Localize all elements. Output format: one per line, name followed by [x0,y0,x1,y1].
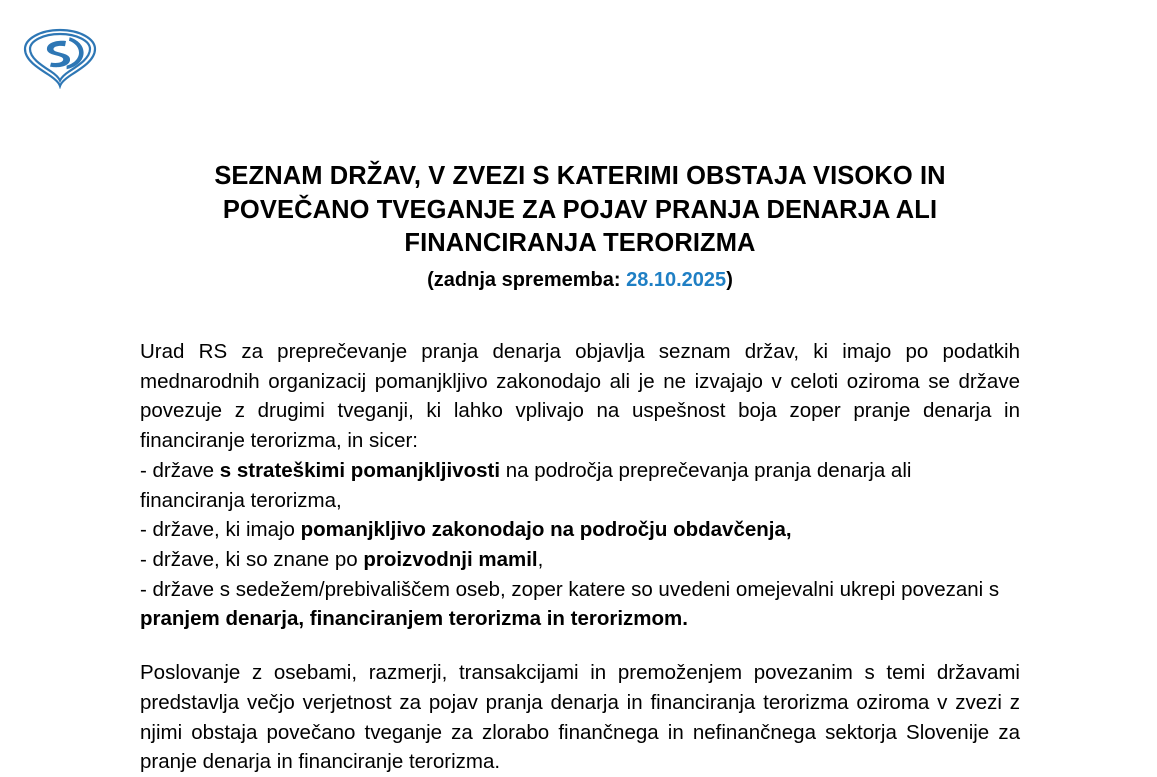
list-item-text-pre: - države, ki imajo [140,518,301,542]
closing-paragraph: Poslovanje z osebami, razmerji, transakcijami in premoženjem povezanim s temi državami predstavlja večjo verjetnost za pojav pranja denarja in financiranja terorizma oziroma v zvezi z njimi obstaja povečano tveganje za zlorabo finančnega in nefinančnega sektorja Slovenije za pranje denarja in financiranje terorizma. [140,661,1020,774]
subtitle-prefix: (zadnja sprememba: [427,268,627,291]
list-item-text-bold: s strateškimi pomanjkljivosti [219,458,501,482]
list-item [140,456,1020,515]
subtitle-suffix: ) [726,268,733,291]
list-item-text-post: na področja preprečevanja pranja denarja ali financiranja terorizma, [140,458,912,512]
list-item-text-post: , [537,548,544,572]
list-item-text-bold: pranjem denarja, financiranjem terorizma in terorizmom. [140,607,688,631]
organization-logo-icon [22,27,98,89]
last-change-date: 28.10.2025 [626,268,727,291]
list-item-text-pre: - države s sedežem/prebivališčem oseb, zoper katere so uvedeni omejevalni ukrepi povezani s [140,577,1000,601]
list-item-text-pre: - države [140,458,220,482]
title-block [140,160,1020,292]
list-item [140,515,1020,545]
list-item-text-bold: proizvodnji mamil [363,548,538,572]
page-title: SEZNAM DRŽAV, V ZVEZI S KATERIMI OBSTAJA VISOKO IN POVEČANO TVEGANJE ZA POJAV PRANJA DENARJA ALI FINANCIRANJA TERORIZMA [214,162,946,258]
list-item [140,545,1020,575]
intro-paragraph: Urad RS za preprečevanje pranja denarja objavlja seznam držav, ki imajo po podatkih mednarodnih organizacij pomanjkljivo zakonodajo ali je ne izvajajo v celoti oziroma se države povezuje z drugimi tveganji, ki lahko vplivajo na uspešnost boja zoper pranje denarja in financiranje terorizma, in sicer: [140,340,1020,453]
list-item-text-pre: - države, ki so znane po [140,548,364,572]
list-item [140,575,1020,634]
list-item-text-bold: pomanjkljivo zakonodajo na področju obdavčenja, [300,518,792,542]
last-change-subtitle [140,269,1020,292]
body-text [140,337,1020,777]
